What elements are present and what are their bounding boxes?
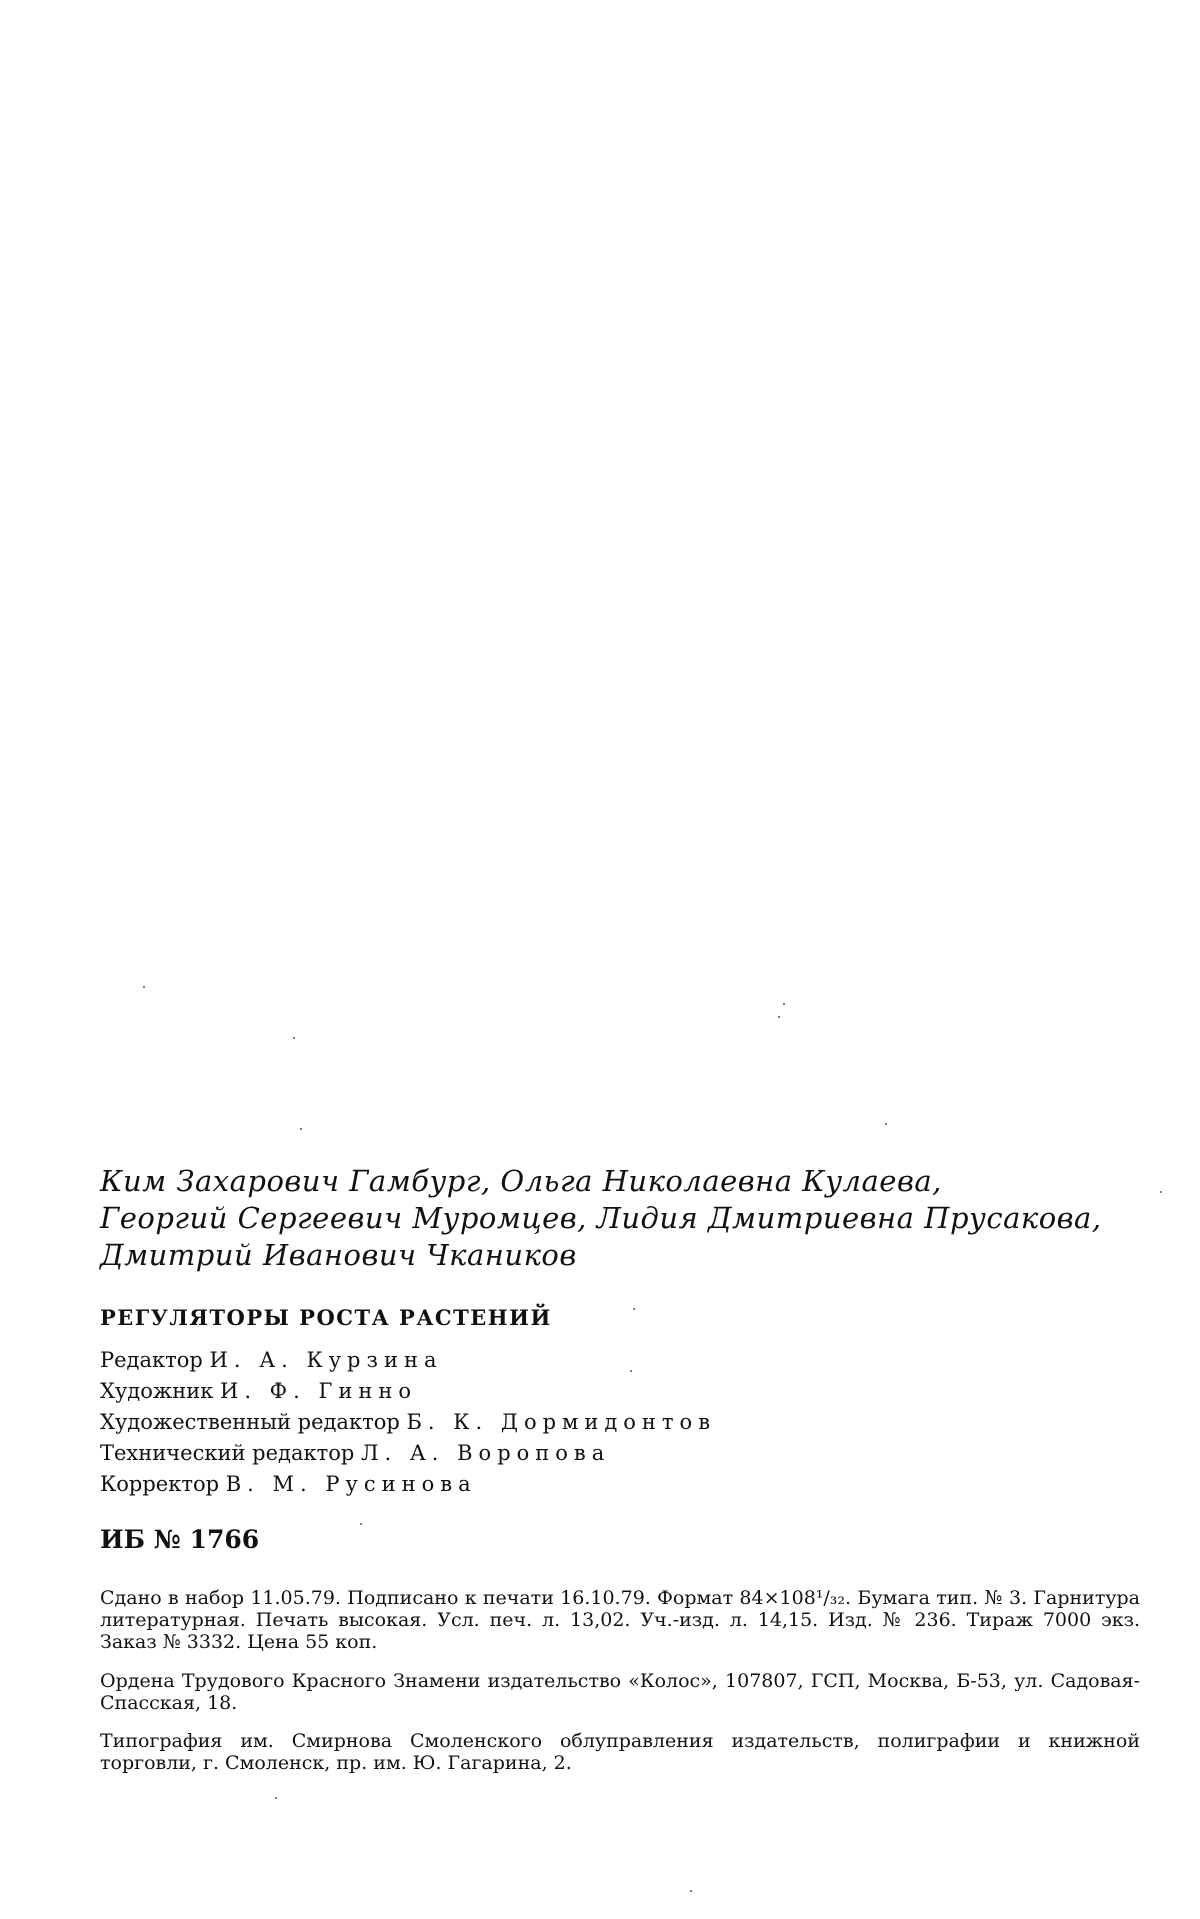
- scan-speck: [783, 1003, 785, 1005]
- scan-speck: [300, 1128, 302, 1130]
- scan-speck: [633, 1308, 635, 1310]
- authors-line: Дмитрий Иванович Чкаников: [100, 1238, 577, 1272]
- scan-speck: [690, 1890, 692, 1892]
- credit-name: И. Ф. Гинно: [220, 1379, 417, 1403]
- credit-role: Редактор: [100, 1348, 203, 1372]
- credit-line: [100, 1376, 716, 1407]
- scan-speck: [778, 1016, 780, 1018]
- scan-speck: [293, 1037, 295, 1039]
- credit-line: [100, 1345, 716, 1376]
- scan-speck: [1160, 1191, 1162, 1193]
- authors-line: Ким Захарович Гамбург, Ольга Николаевна Кулаева,: [100, 1164, 942, 1198]
- credit-role: Технический редактор: [100, 1441, 355, 1465]
- credits-list: [100, 1345, 716, 1500]
- credit-role: Художественный редактор: [100, 1410, 400, 1434]
- credit-name: В. М. Русинова: [225, 1472, 477, 1496]
- credit-role: Художник: [100, 1379, 214, 1403]
- credit-line: [100, 1438, 716, 1469]
- scan-speck: [885, 1123, 887, 1125]
- scan-speck: [360, 1523, 362, 1525]
- ib-number: ИБ № 1766: [100, 1525, 260, 1554]
- credit-line: [100, 1469, 716, 1500]
- authors-line: Георгий Сергеевич Муромцев, Лидия Дмитриевна Прусакова,: [100, 1201, 1102, 1235]
- credit-name: Б. К. Дормидонтов: [406, 1410, 717, 1434]
- publisher-info: Ордена Трудового Красного Знамени издательство «Колос», 107807, ГСП, Москва, Б-53, ул. Садовая-Спасская, 18.: [100, 1670, 1140, 1714]
- scan-speck: [275, 1797, 277, 1799]
- credit-name: И. А. Курзина: [209, 1348, 443, 1372]
- credit-line: [100, 1407, 716, 1438]
- print-details: Сдано в набор 11.05.79. Подписано к печати 16.10.79. Формат 84×108¹/₃₂. Бумага тип. № 3. Гарнитура литературная. Печать высокая. Усл. печ. л. 13,02. Уч.-изд. л. 14,15. Изд. № 236. Тираж 7000 экз. Заказ № 3332. Цена 55 коп.: [100, 1587, 1140, 1653]
- scan-speck: [143, 986, 145, 988]
- book-title: РЕГУЛЯТОРЫ РОСТА РАСТЕНИЙ: [100, 1305, 552, 1330]
- credit-role: Корректор: [100, 1472, 220, 1496]
- credit-name: Л. А. Воропова: [360, 1441, 611, 1465]
- authors-block: [100, 1163, 1120, 1274]
- printer-info: Типография им. Смирнова Смоленского облуправления издательств, полиграфии и книжной торговли, г. Смоленск, пр. им. Ю. Гагарина, 2.: [100, 1730, 1140, 1774]
